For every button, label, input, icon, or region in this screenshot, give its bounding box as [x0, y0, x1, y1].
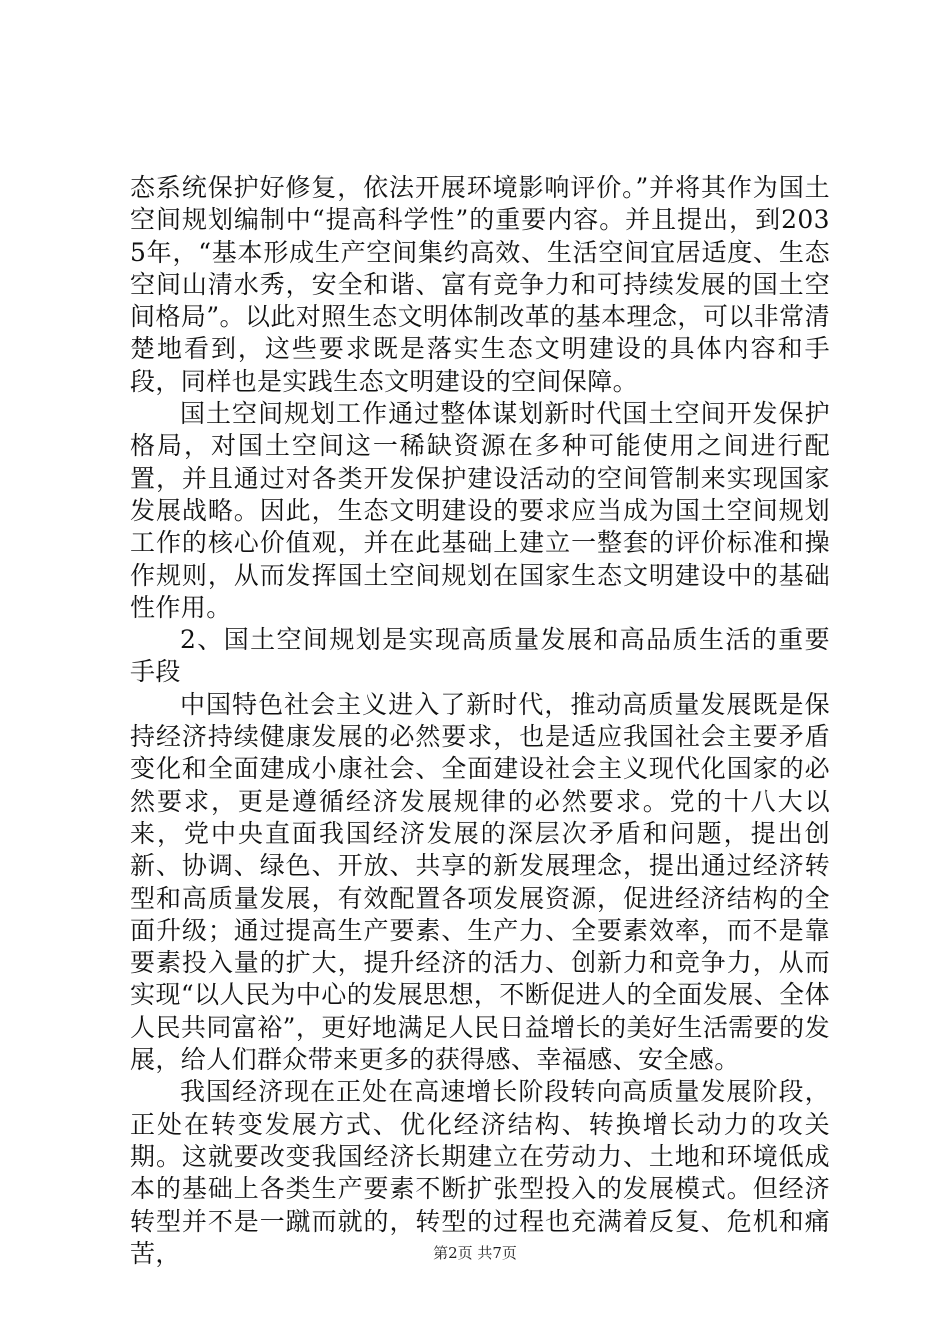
document-body	[130, 172, 830, 1270]
paragraph-high-quality-development: 中国特色社会主义进入了新时代，推动高质量发展既是保持经济持续健康发展的必然要求，也是适应我国社会主要矛盾变化和全面建成小康社会、全面建设社会主义现代化国家的必然要求，更是遵循经济发展规律的必然要求。党的十八大以来，党中央直面我国经济发展的深层次矛盾和问题，提出创新、协调、绿色、开放、共享的新发展理念，提出通过经济转型和高质量发展，有效配置各项发展资源，促进经济结构的全面升级；通过提高生产要素、生产力、全要素效率，而不是靠要素投入量的扩大，提升经济的活力、创新力和竞争力，从而实现“以人民为中心的发展思想，不断促进人的全面发展、全体人民共同富裕”，更好地满足人民日益增长的美好生活需要的发展，给人们群众带来更多的获得感、幸福感、安全感。	[130, 689, 830, 1075]
page-number-footer: 第2页 共7页	[433, 1244, 517, 1262]
paragraph-planning-core-values: 国土空间规划工作通过整体谋划新时代国土空间开发保护格局，对国土空间这一稀缺资源在多种可能使用之间进行配置，并且通过对各类开发保护建设活动的空间管制来实现国家发展战略。因此，生态文明建设的要求应当成为国土空间规划工作的核心价值观，并在此基础上建立一整套的评价标准和操作规则，从而发挥国土空间规划在国家生态文明建设中的基础性作用。	[130, 399, 830, 622]
section-heading-2: 2、国土空间规划是实现高质量发展和高品质生活的重要手段	[130, 625, 830, 687]
paragraph-economic-transition: 我国经济现在正处在高速增长阶段转向高质量发展阶段，正处在转变发展方式、优化经济结构、转换增长动力的攻关期。这就要改变我国经济长期建立在劳动力、土地和环境低成本的基础上各类生产要素不断扩张型投入的发展模式。但经济转型并不是一蹴而就的，转型的过程也充满着反复、危机和痛苦，	[130, 1077, 830, 1268]
paragraph-continuation: 态系统保护好修复，依法开展环境影响评价。”并将其作为国土空间规划编制中“提高科学性”的重要内容。并且提出，到2035年，“基本形成生产空间集约高效、生活空间宜居适度、生态空间山清水秀，安全和谐、富有竞争力和可持续发展的国土空间格局”。以此对照生态文明体制改革的基本理念，可以非常清楚地看到，这些要求既是落实生态文明建设的具体内容和手段，同样也是实践生态文明建设的空间保障。	[130, 173, 830, 396]
